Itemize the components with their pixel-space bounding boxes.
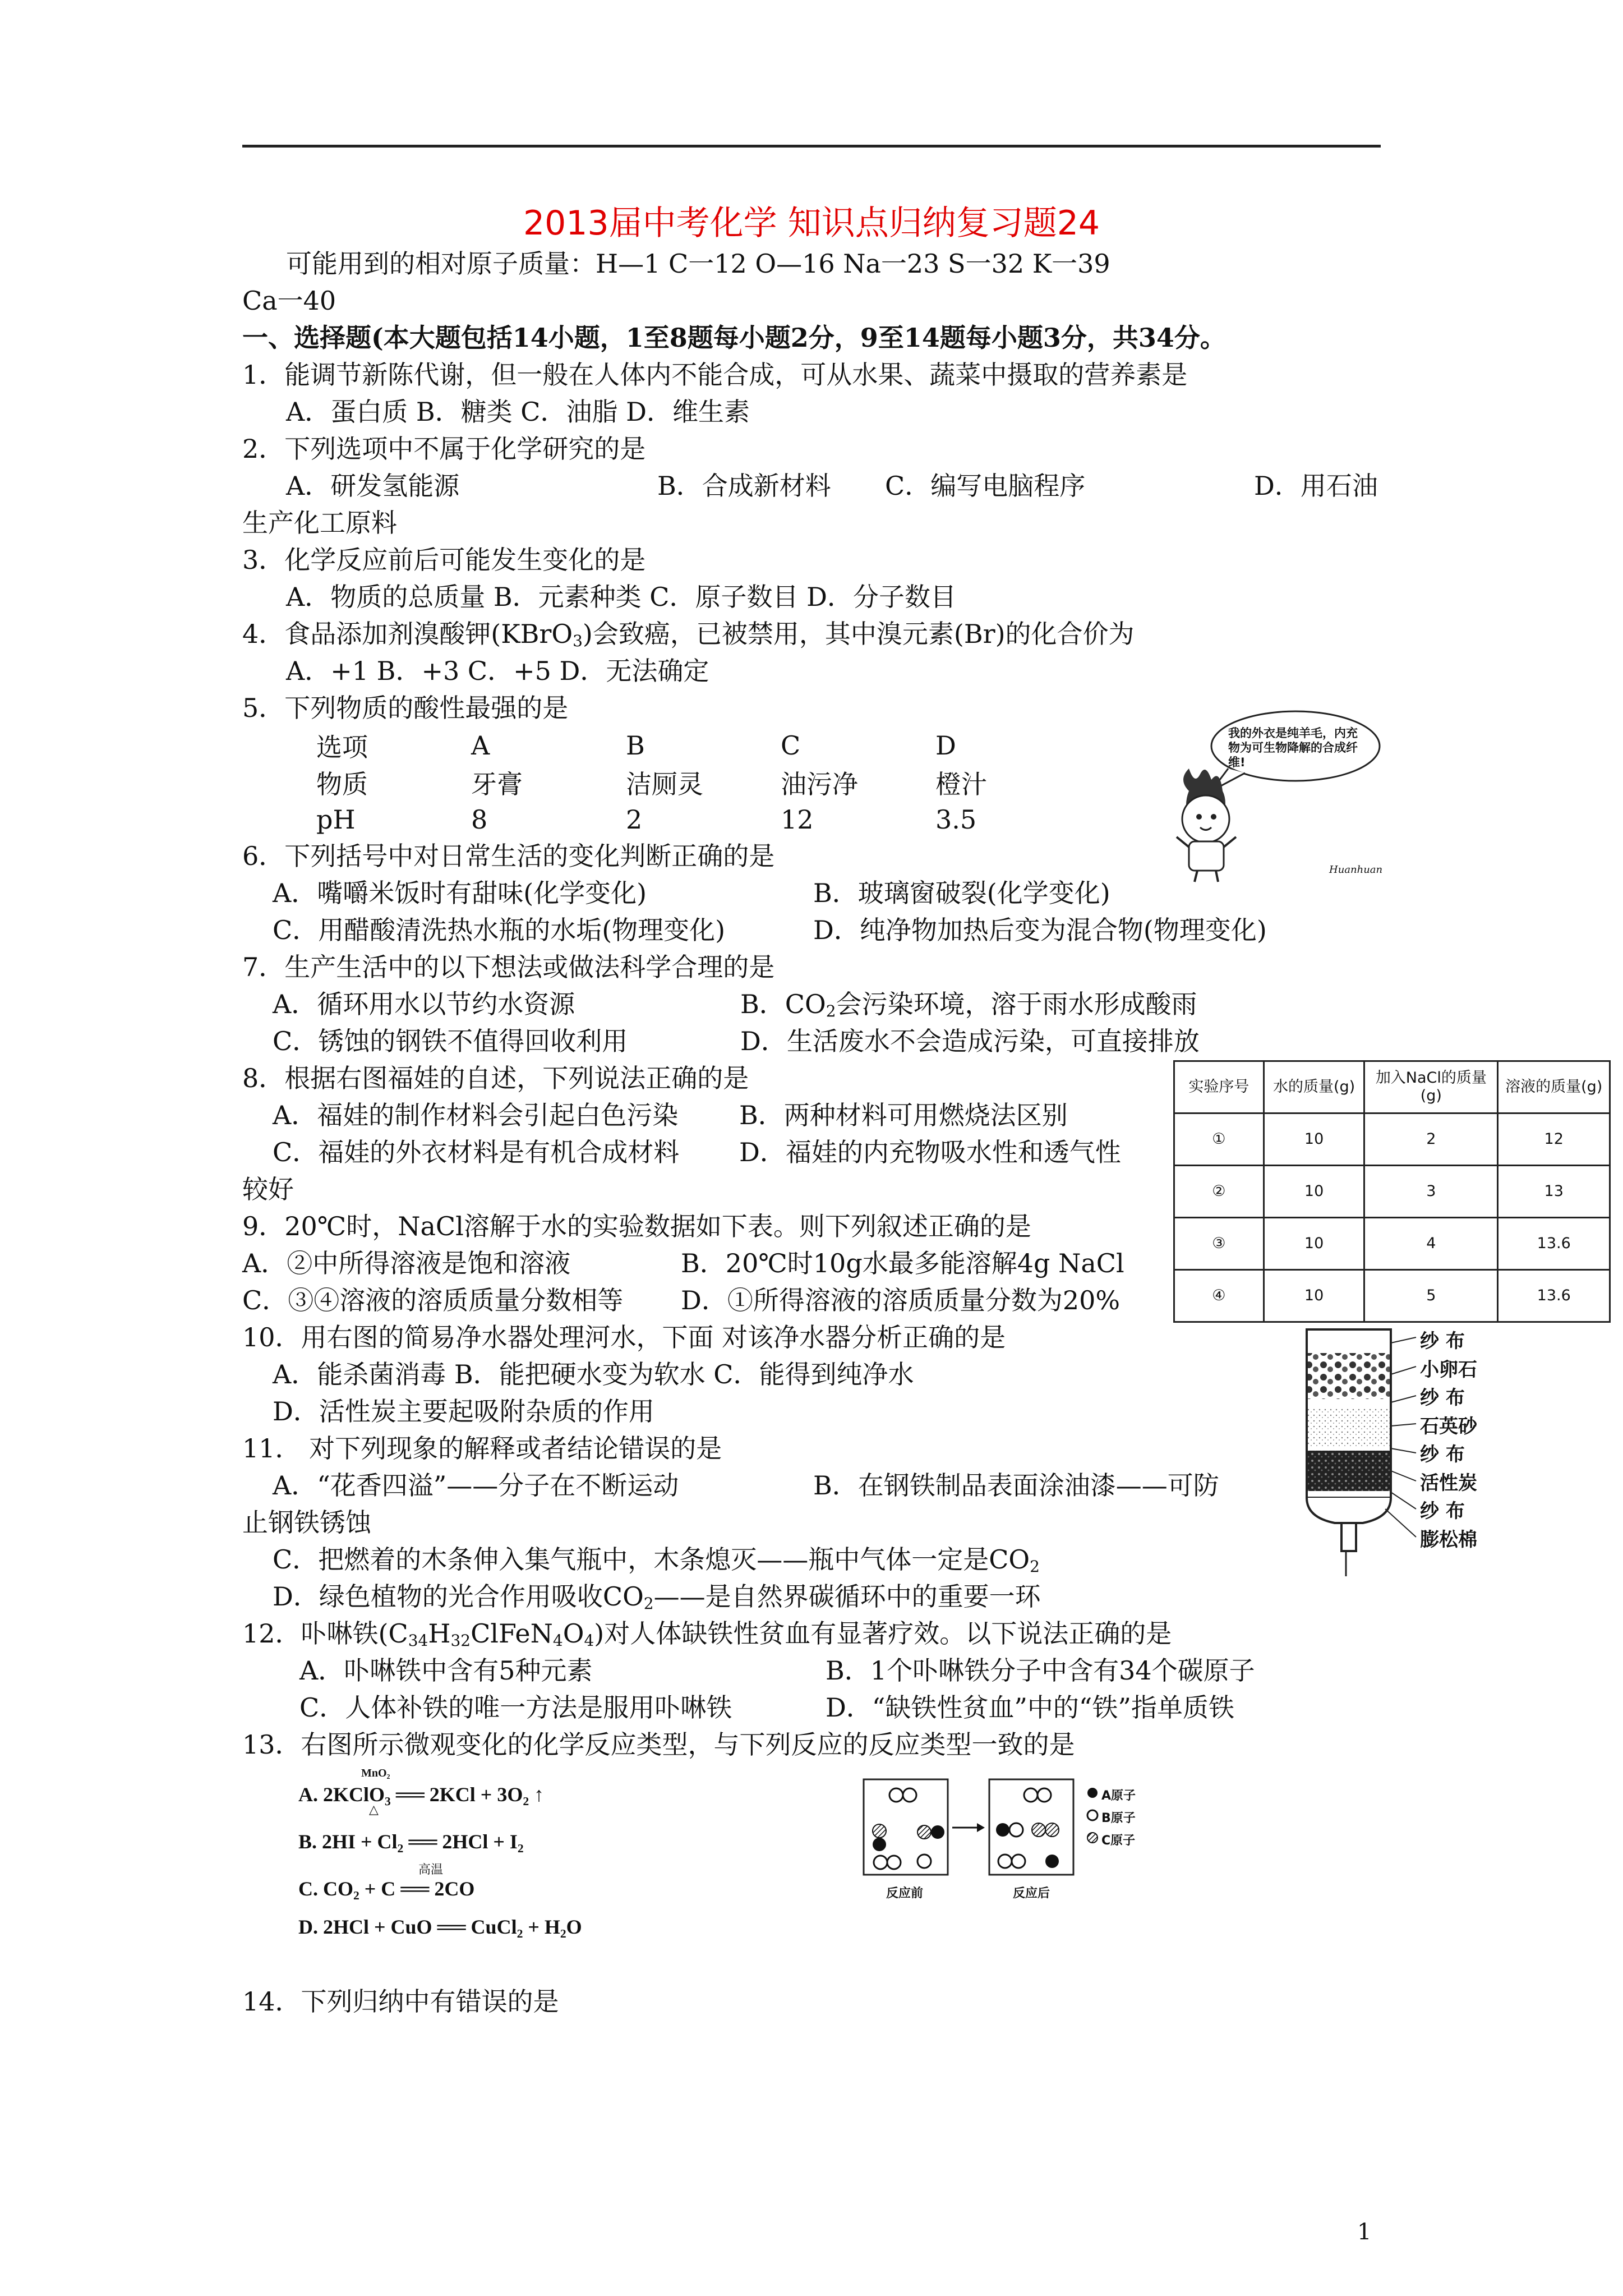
- question-2: 2．下列选项中不属于化学研究的是: [242, 434, 646, 464]
- filter-label: 石英砂: [1420, 1415, 1477, 1438]
- question-11-option-a: A．“花香四溢”——分子在不断运动: [273, 1470, 679, 1501]
- fuwa-figure: [1166, 707, 1385, 886]
- legend-b-atom: B原子: [1101, 1811, 1136, 1825]
- filter-label: 活性炭: [1420, 1471, 1477, 1494]
- atomic-masses-cont: Ca一40: [242, 286, 336, 316]
- equation-a-condition-bottom: △: [369, 1803, 379, 1817]
- question-10: 10．用右图的简易净水器处理河水，下面 对该净水器分析正确的是: [242, 1322, 1006, 1352]
- table-header-row: 实验序号 水的质量(g) 加入NaCl的质量(g) 溶液的质量(g): [1174, 1061, 1610, 1114]
- nacl-data-table: [1173, 1060, 1611, 1323]
- question-13: 13．右图所示微观变化的化学反应类型，与下列反应的反应类型一致的是: [242, 1729, 1075, 1760]
- question-7-option-a: A．循环用水以节约水资源: [273, 989, 575, 1019]
- question-7-option-b: B．$CO_2$会污染环境，溶于雨水形成酸雨: [740, 989, 1197, 1020]
- question-4-options: A．+1 B．+3 C．+5 D．无法确定: [286, 656, 709, 686]
- equation-a-condition-top: MnO₂: [361, 1767, 390, 1779]
- question-2-option-c: C．编写电脑程序: [885, 471, 1086, 501]
- reaction-diagram: [861, 1777, 1198, 1912]
- question-12-option-c: C．人体补铁的唯一方法是服用卟啉铁: [299, 1692, 732, 1723]
- question-11: 11． 对下列现象的解释或者结论错误的是: [242, 1433, 722, 1464]
- question-12-option-d: D．“缺铁性贫血”中的“铁”指单质铁: [826, 1692, 1234, 1723]
- question-9-option-a: A．②中所得溶液是饱和溶液: [242, 1248, 571, 1278]
- filter-label: 小卵石: [1420, 1358, 1477, 1381]
- question-3: 3．化学反应前后可能发生变化的是: [242, 545, 646, 575]
- question-7: 7．生产生活中的以下想法或做法科学合理的是: [242, 952, 775, 982]
- question-1-options: A．蛋白质 B．糖类 C．油脂 D．维生素: [286, 397, 750, 427]
- question-11-option-c: C．把燃着的木条伸入集气瓶中，木条熄灭——瓶中气体一定是$CO_2$: [273, 1544, 1040, 1576]
- filter-label: 纱 布: [1420, 1330, 1465, 1352]
- question-6: 6．下列括号中对日常生活的变化判断正确的是: [242, 841, 775, 871]
- table-row: ③ 10 4 13.6: [1174, 1218, 1610, 1270]
- question-10-options: A．能杀菌消毒 B．能把硬水变为软水 C．能得到纯净水: [273, 1359, 914, 1389]
- question-11-cont: 止钢铁锈蚀: [242, 1507, 371, 1538]
- table-row: 选项 A B C D: [316, 730, 956, 762]
- question-5: 5．下列物质的酸性最强的是: [242, 693, 569, 723]
- table-row: 物质 牙膏 洁厕灵 油污净 橙汁: [316, 769, 987, 799]
- question-8-cont: 较好: [242, 1174, 294, 1204]
- table-row: pH 8 2 12 3.5: [316, 804, 977, 835]
- question-1: 1．能调节新陈代谢，但一般在人体内不能合成，可从水果、蔬菜中摄取的营养素是: [242, 360, 1188, 390]
- equation-d: D. 2HCl + CuO ══ CuCl₂ + H₂O: [298, 1916, 582, 1938]
- fuwa-signature: Huanhuan: [1329, 864, 1383, 876]
- question-9-option-c: C．③④溶液的溶质质量分数相等: [242, 1285, 624, 1315]
- question-11-option-b: B．在钢铁制品表面涂油漆——可防: [813, 1470, 1219, 1501]
- table-row: ① 10 2 12: [1174, 1114, 1610, 1166]
- question-6-option-c: C．用醋酸清洗热水瓶的水垢(物理变化): [273, 915, 726, 945]
- label-after: 反应后: [1013, 1887, 1050, 1901]
- question-12-option-b: B．1个卟啉铁分子中含有34个碳原子: [826, 1655, 1255, 1686]
- page-number: 1: [1357, 2219, 1372, 2245]
- question-6-option-b: B．玻璃窗破裂(化学变化): [813, 878, 1110, 908]
- question-9: 9．20℃时，NaCl溶解于水的实验数据如下表。则下列叙述正确的是: [242, 1211, 1031, 1241]
- question-8-option-b: B．两种材料可用燃烧法区别: [739, 1100, 1068, 1130]
- question-14: 14．下列归纳中有错误的是: [242, 1986, 559, 2017]
- filter-label: 纱 布: [1420, 1387, 1465, 1409]
- equation-c: C. CO₂ + C ══ 2CO: [298, 1878, 475, 1900]
- equation-c-condition: 高温: [418, 1863, 444, 1877]
- equation-b: B. 2HI + Cl₂ ══ 2HCl + I₂: [298, 1830, 524, 1853]
- question-9-option-b: B．20℃时10g水最多能溶解4g NaCl: [681, 1248, 1124, 1278]
- question-8-option-a: A．福娃的制作材料会引起白色污染: [273, 1100, 679, 1130]
- question-7-option-c: C．锈蚀的钢铁不值得回收利用: [273, 1026, 628, 1056]
- question-12-option-a: A．卟啉铁中含有5种元素: [299, 1655, 593, 1686]
- legend-a-atom: A原子: [1101, 1789, 1136, 1803]
- atomic-masses: 可能用到的相对原子质量：H—1 C一12 O—16 Na一23 S一32 K一39: [286, 249, 1110, 279]
- question-4: 4．食品添加剂溴酸钾(KBrO$_3$)会致癌，已被禁用，其中溴元素(Br)的化合价为: [242, 619, 1135, 650]
- question-2-option-d: D．用石油: [1254, 471, 1378, 501]
- question-8-option-c: C．福娃的外衣材料是有机合成材料: [273, 1137, 680, 1167]
- label-before: 反应前: [886, 1887, 924, 1901]
- legend-c-atom: C原子: [1101, 1834, 1136, 1848]
- table-row: ② 10 3 13: [1174, 1166, 1610, 1218]
- fuwa-speech-bubble: 我的外衣是纯羊毛，内充物为可生物降解的合成纤维!: [1228, 726, 1358, 769]
- question-2-option-b: B．合成新材料: [657, 471, 831, 501]
- filter-label: 纱 布: [1420, 1500, 1465, 1522]
- filter-label: 纱 布: [1420, 1443, 1465, 1466]
- question-7-option-d: D．生活废水不会造成污染，可直接排放: [740, 1026, 1200, 1056]
- section-heading: 一、选择题(本大题包括14小题，1至8题每小题2分，9至14题每小题3分，共34分。: [242, 323, 1226, 353]
- header-rule: [242, 145, 1381, 148]
- table-row: ④ 10 5 13.6: [1174, 1270, 1610, 1322]
- question-11-option-d: D．绿色植物的光合作用吸收$CO_2——$是自然界碳循环中的重要一环: [273, 1581, 1041, 1613]
- question-10-option-d: D．活性炭主要起吸附杂质的作用: [273, 1396, 654, 1427]
- question-6-option-d: D．纯净物加热后变为混合物(物理变化): [813, 915, 1267, 945]
- question-12: 12．卟啉铁$(C_{34}H_{32}ClFeN_4O_4)$对人体缺铁性贫血有显著疗效。以下说法正确的是: [242, 1618, 1172, 1650]
- question-5-table: [316, 727, 1048, 838]
- page-title: 2013届中考化学 知识点归纳复习题24: [523, 204, 1100, 243]
- question-2-option-a: A．研发氢能源: [286, 471, 460, 501]
- question-6-option-a: A．嘴嚼米饭时有甜味(化学变化): [273, 878, 647, 908]
- question-8: 8．根据右图福娃的自述，下列说法正确的是: [242, 1063, 749, 1093]
- water-filter-figure: [1290, 1324, 1559, 1582]
- question-9-option-d: D．①所得溶液的溶质质量分数为20%: [681, 1285, 1121, 1315]
- equation-a: A. 2KClO₃ ══ 2KCl + 3O₂ ↑: [298, 1783, 545, 1806]
- question-8-option-d: D．福娃的内充物吸水性和透气性: [739, 1137, 1121, 1167]
- filter-label: 膨松棉: [1420, 1528, 1477, 1551]
- question-2-cont: 生产化工原料: [242, 508, 397, 538]
- question-3-options: A．物质的总质量 B．元素种类 C．原子数目 D．分子数目: [286, 582, 956, 612]
